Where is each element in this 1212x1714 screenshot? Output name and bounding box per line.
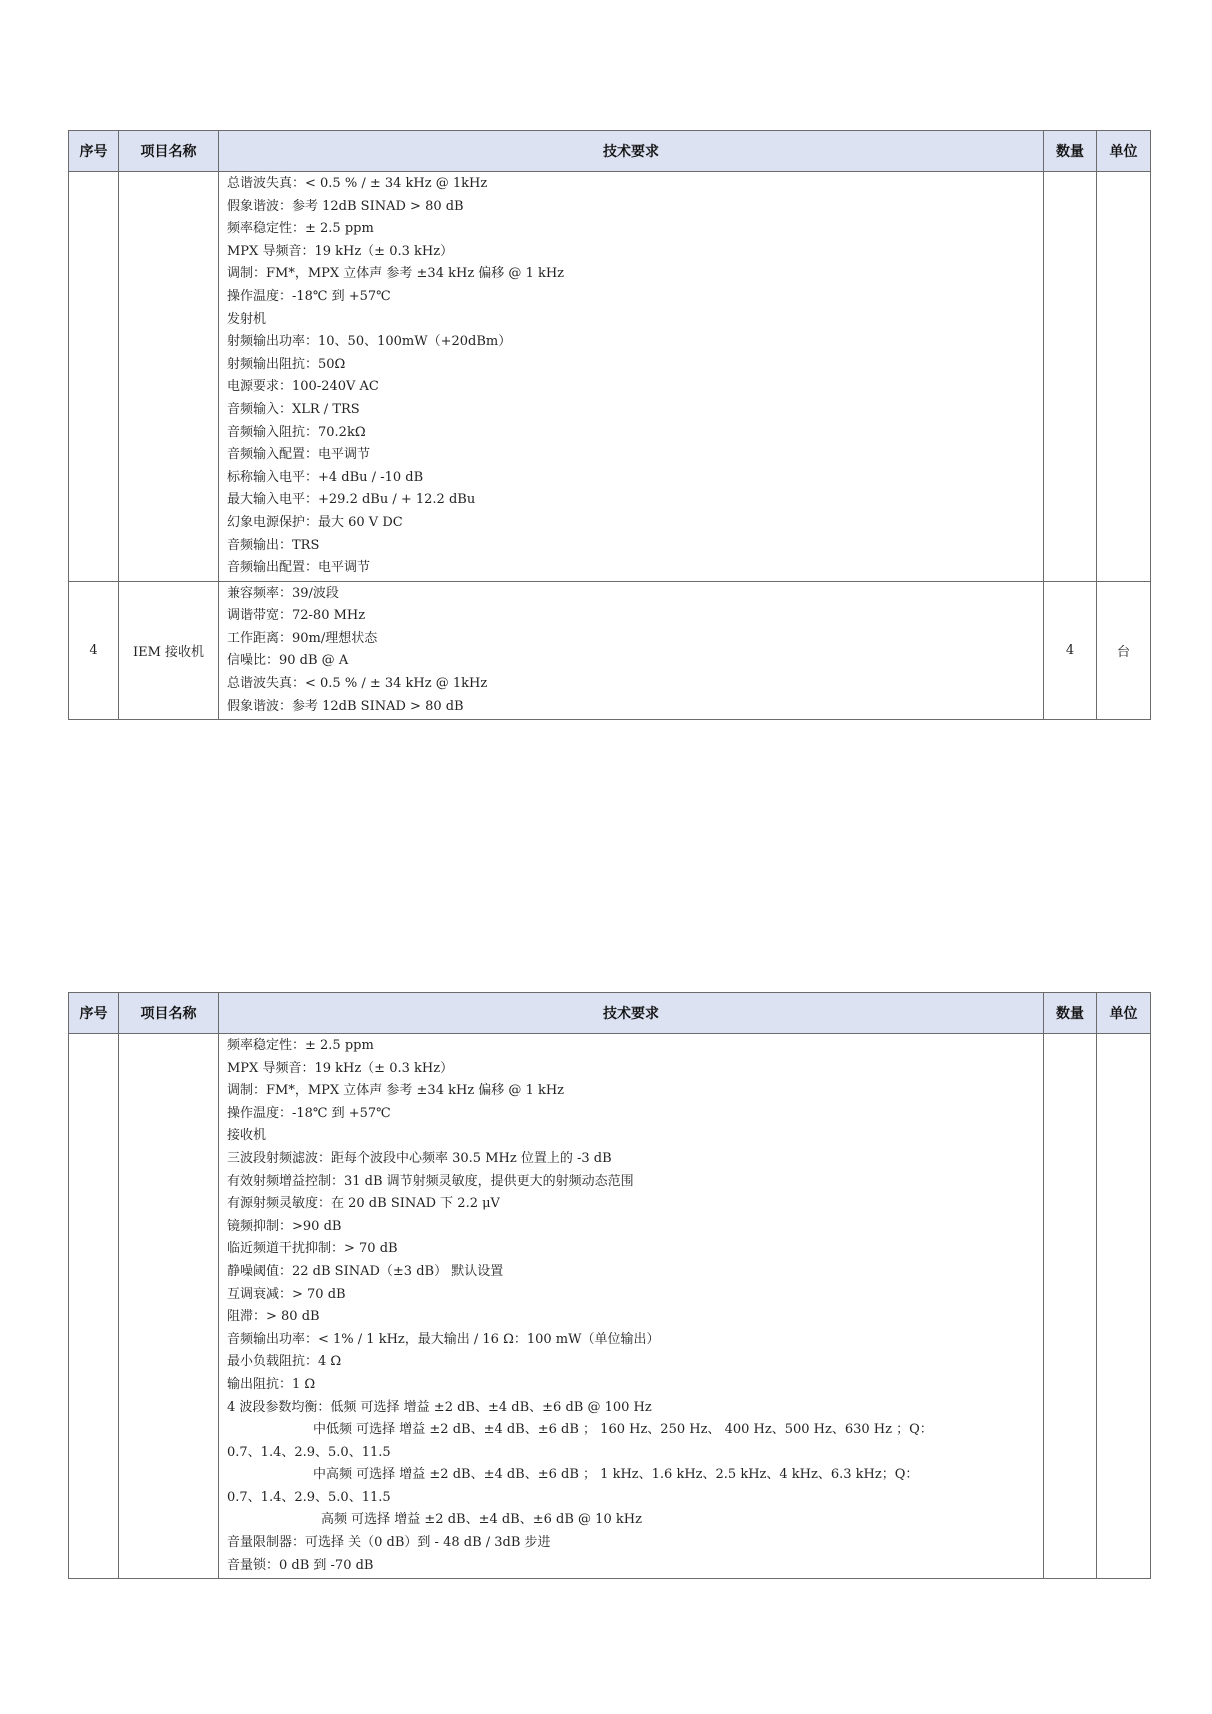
spec-line: 阻滞：> 80 dB xyxy=(227,1309,320,1325)
spec-line: 标称输入电平：+4 dBu / -10 dB xyxy=(227,469,424,485)
spec-line: 临近频道干扰抑制：> 70 dB xyxy=(227,1241,398,1257)
cell-unit: 台 xyxy=(1097,581,1151,720)
spec-line: 总谐波失真：< 0.5 % / ± 34 kHz @ 1kHz xyxy=(227,676,488,692)
spec-line: 工作距离：90m/理想状态 xyxy=(227,630,378,646)
cell-no: 4 xyxy=(69,581,119,720)
header-unit: 单位 xyxy=(1097,993,1151,1034)
spec-line: 假象谐波：参考 12dB SINAD > 80 dB xyxy=(227,198,464,214)
header-no: 序号 xyxy=(69,131,119,172)
header-quantity: 数量 xyxy=(1044,131,1097,172)
spec-line: 音频输出配置：电平调节 xyxy=(227,560,371,576)
spec-line: 输出阻抗：1 Ω xyxy=(227,1376,316,1392)
spec-line: 音频输入：XLR / TRS xyxy=(227,401,360,417)
spec-line: 调谐带宽：72-80 MHz xyxy=(227,608,366,624)
spec-line: 操作温度：-18℃ 到 +57℃ xyxy=(227,288,391,304)
cell-name xyxy=(119,172,219,582)
spec-line: 镜频抑制：>90 dB xyxy=(227,1218,342,1234)
spec-line: 总谐波失真：< 0.5 % / ± 34 kHz @ 1kHz xyxy=(227,176,488,191)
spec-line: 信噪比：90 dB @ A xyxy=(227,653,349,669)
spec-line: 静噪阈值：22 dB SINAD（±3 dB） 默认设置 xyxy=(227,1263,504,1279)
cell-no xyxy=(69,1034,119,1579)
header-unit: 单位 xyxy=(1097,131,1151,172)
cell-no xyxy=(69,172,119,582)
spec-line: 调制：FM*，MPX 立体声 参考 ±34 kHz 偏移 @ 1 kHz xyxy=(227,266,565,282)
spec-line: 高频 可选择 增益 ±2 dB、±4 dB、±6 dB @ 10 kHz xyxy=(321,1512,642,1528)
spec-line: 接收机 xyxy=(227,1128,267,1144)
spec-line: 发射机 xyxy=(227,311,267,327)
cell-unit xyxy=(1097,1034,1151,1579)
cell-unit xyxy=(1097,172,1151,582)
cell-quantity xyxy=(1044,172,1097,582)
spec-line: 电源要求：100-240V AC xyxy=(227,379,379,395)
spec-line: 音频输入配置：电平调节 xyxy=(227,447,371,463)
header-name: 项目名称 xyxy=(119,993,219,1034)
spec-line: 射频输出功率：10、50、100mW（+20dBm） xyxy=(227,334,512,350)
header-no: 序号 xyxy=(69,993,119,1034)
cell-requirements xyxy=(219,581,1044,720)
spec-line: 有源射频灵敏度：在 20 dB SINAD 下 2.2 μV xyxy=(227,1196,500,1212)
spec-line: 兼容频率：39/波段 xyxy=(227,585,339,601)
spec-line: 幻象电源保护：最大 60 V DC xyxy=(227,514,403,530)
cell-name xyxy=(119,1034,219,1579)
spec-line: 4 波段参数均衡：低频 可选择 增益 ±2 dB、±4 dB、±6 dB @ 100 Hz xyxy=(227,1399,652,1415)
spec-line: 频率稳定性：± 2.5 ppm xyxy=(227,1038,374,1053)
cell-requirements xyxy=(219,172,1044,582)
table-row xyxy=(69,172,1151,582)
table-row xyxy=(69,581,1151,720)
spec-line: 频率稳定性：± 2.5 ppm xyxy=(227,221,374,237)
cell-quantity: 4 xyxy=(1044,581,1097,720)
cell-name: IEM 接收机 xyxy=(119,581,219,720)
spec-line: 操作温度：-18℃ 到 +57℃ xyxy=(227,1105,391,1121)
cell-requirements xyxy=(219,1034,1044,1579)
spec-line: 假象谐波：参考 12dB SINAD > 80 dB xyxy=(227,698,464,714)
spec-line: MPX 导频音：19 kHz（± 0.3 kHz） xyxy=(227,1060,454,1076)
header-row xyxy=(69,993,1151,1034)
spec-line: 音量限制器：可选择 关（0 dB）到 - 48 dB / 3dB 步进 xyxy=(227,1535,551,1551)
header-requirements: 技术要求 xyxy=(219,993,1044,1034)
spec-line: MPX 导频音：19 kHz（± 0.3 kHz） xyxy=(227,243,454,259)
spec-line: 有效射频增益控制：31 dB 调节射频灵敏度，提供更大的射频动态范围 xyxy=(227,1173,634,1189)
header-requirements: 技术要求 xyxy=(219,131,1044,172)
spec-table-1 xyxy=(68,130,1151,720)
spec-line: 0.7、1.4、2.9、5.0、11.5 xyxy=(227,1489,391,1505)
spec-line: 射频输出阻抗：50Ω xyxy=(227,356,346,372)
spec-line: 最小负载阻抗：4 Ω xyxy=(227,1354,342,1370)
spec-line: 音频输出：TRS xyxy=(227,537,320,553)
table-row xyxy=(69,1034,1151,1579)
spec-line: 音量锁：0 dB 到 -70 dB xyxy=(227,1557,374,1573)
header-name: 项目名称 xyxy=(119,131,219,172)
spec-line: 三波段射频滤波：距每个波段中心频率 30.5 MHz 位置上的 -3 dB xyxy=(227,1150,612,1166)
header-row xyxy=(69,131,1151,172)
spec-line: 中低频 可选择 增益 ±2 dB、±4 dB、±6 dB ； 160 Hz、250 Hz、 400 Hz、500 Hz、630 Hz ；Q： xyxy=(313,1422,933,1438)
spec-line: 音频输出功率：< 1% / 1 kHz，最大输出 / 16 Ω：100 mW（单位输出） xyxy=(227,1331,660,1347)
cell-quantity xyxy=(1044,1034,1097,1579)
spec-table-2 xyxy=(68,992,1151,1579)
spec-line: 音频输入阻抗：70.2kΩ xyxy=(227,424,366,440)
spec-line: 调制：FM*，MPX 立体声 参考 ±34 kHz 偏移 @ 1 kHz xyxy=(227,1083,565,1099)
spec-line: 0.7、1.4、2.9、5.0、11.5 xyxy=(227,1444,391,1460)
spec-line: 互调衰减：> 70 dB xyxy=(227,1286,346,1302)
spec-line: 中高频 可选择 增益 ±2 dB、±4 dB、±6 dB ； 1 kHz、1.6 kHz、2.5 kHz、4 kHz、6.3 kHz；Q： xyxy=(313,1467,919,1483)
spec-line: 最大输入电平：+29.2 dBu / + 12.2 dBu xyxy=(227,492,476,508)
header-quantity: 数量 xyxy=(1044,993,1097,1034)
